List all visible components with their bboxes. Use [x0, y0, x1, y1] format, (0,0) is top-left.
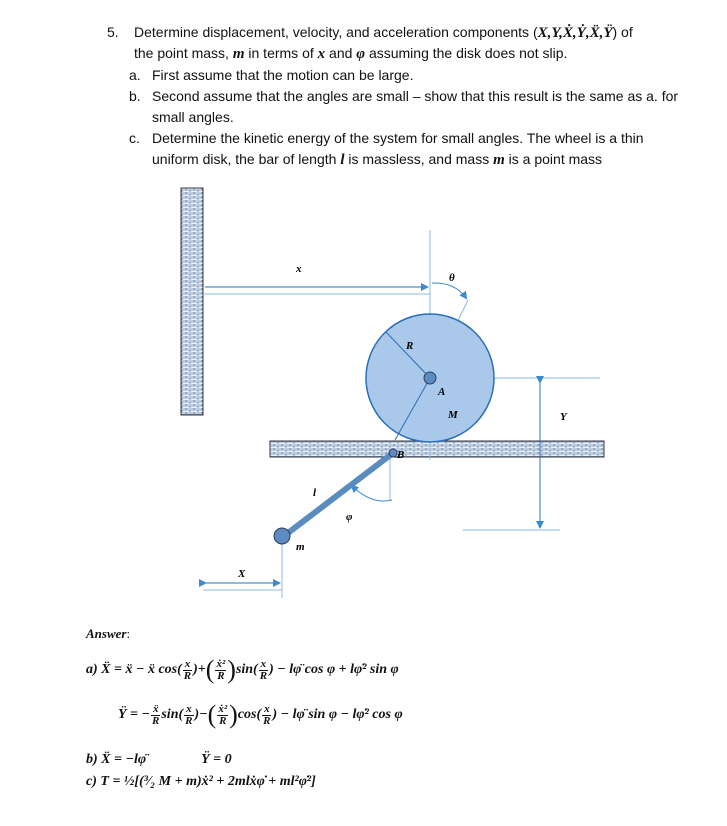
label-M: M	[448, 409, 458, 421]
label-l: l	[313, 487, 317, 499]
answer-a-eq2-tail: ) − lφ̈ sin φ − lφ̇² cos φ	[272, 707, 403, 723]
answer-b-x: Ẍ = −lφ̈	[101, 752, 147, 767]
point-mass-symbol: m	[493, 152, 505, 168]
answer-a-eq1-lhs: Ẍ = ẍ − ẍ cos(	[101, 662, 182, 678]
frac-den: R	[185, 714, 193, 727]
phi-arc	[352, 486, 392, 501]
point-mass	[274, 528, 290, 544]
answer-a-label: a)	[86, 662, 98, 678]
answer-b-label: b)	[86, 752, 98, 767]
item-a-text: First assume that the motion can be large.	[152, 67, 414, 83]
label-Y: Y	[560, 411, 567, 423]
label-theta: θ	[449, 272, 455, 284]
label-R: R	[406, 340, 414, 352]
answer-a-line-1: a) Ẍ = ẍ − ẍ cos( $\frac{x}{R}$ )+( $\frac{\text{ẋ²}}{R}$ )sin( $\frac{x}{R}$ ) − lφ̈ cos φ + lφ̇² sin φ	[86, 655, 399, 684]
item-b-text-2: small angles.	[152, 109, 234, 125]
answer-c-expr: T = ½[(³⁄₂ M + m)ẋ² + 2mlẋφ̇ + ml²φ̇²]	[100, 774, 316, 789]
item-a-letter: a.	[129, 67, 141, 83]
frac-den: R	[259, 669, 268, 682]
answer-heading	[86, 626, 130, 642]
disk-center-pin	[424, 372, 436, 384]
question-number: 5.	[107, 24, 119, 40]
frac-num: ẍ	[152, 702, 159, 715]
line2-text-d: assuming the disk does not slip.	[365, 45, 568, 61]
x-symbol: x	[317, 46, 326, 62]
phi-symbol: φ	[356, 46, 366, 62]
frac-num: x	[260, 657, 267, 670]
item-b-text: Second assume that the angles are small – show that this result is the same as a. for	[152, 88, 679, 104]
components-symbols: X,Y,Ẋ,Ẏ,Ẍ,Ÿ	[537, 25, 613, 41]
massless-bar	[284, 453, 393, 536]
frac-num: x	[186, 702, 192, 715]
label-x: x	[296, 263, 302, 275]
label-B: B	[397, 449, 405, 461]
item-c-letter: c.	[129, 130, 140, 146]
floor	[270, 441, 604, 457]
item-c-text-a: uniform disk, the bar of length	[152, 151, 341, 167]
frac-num: x	[264, 702, 270, 715]
item-c-text-c: is a point mass	[504, 151, 603, 167]
answer-a-eq1-sin: sin(	[235, 662, 258, 678]
label-m: m	[296, 541, 305, 553]
frac-den: R	[263, 714, 271, 727]
answer-heading-text: Answer	[86, 626, 127, 641]
label-X: X	[238, 568, 246, 580]
answer-a-eq2-cos: cos(	[237, 707, 262, 723]
frac-den: R	[183, 669, 192, 682]
answer-a-eq1-tail: ) − lφ̈ cos φ + lφ̇² sin φ	[269, 662, 399, 678]
frac-num: ẋ²	[216, 657, 226, 670]
item-c-text-b: is massless, and mass	[344, 151, 494, 167]
line2-text-b: in terms of	[244, 45, 318, 61]
answer-c-label: c)	[86, 774, 97, 789]
line2-text-c: and	[325, 45, 357, 61]
answer-a-eq2-lhs: Ÿ = −	[118, 707, 151, 723]
theta-arc	[432, 283, 466, 298]
frac-den: R	[219, 714, 227, 727]
label-A: A	[438, 386, 446, 398]
answer-b-line	[86, 752, 232, 768]
length-symbol: l	[340, 152, 345, 168]
item-c-text: Determine the kinetic energy of the system for small angles. The wheel is a thin	[152, 130, 644, 146]
frac-num: x	[184, 657, 191, 670]
wall	[181, 188, 203, 415]
answer-a-eq2-sin: sin(	[161, 707, 184, 723]
answer-c-line	[86, 774, 316, 790]
item-b-letter: b.	[129, 88, 141, 104]
question-intro-end: ) of	[612, 24, 633, 40]
line2-text-a: the point mass,	[134, 45, 233, 61]
frac-den: R	[217, 669, 225, 682]
question-intro: Determine displacement, velocity, and acceleration components (	[134, 24, 538, 40]
frac-den: R	[152, 714, 160, 727]
answer-b-y: Ÿ = 0	[201, 752, 232, 767]
frac-num: ẋ²	[218, 702, 228, 715]
answer-colon: :	[126, 626, 131, 641]
bar-pin	[389, 449, 397, 457]
label-phi: φ	[346, 511, 353, 523]
answer-a-line-2: Ÿ = − $\frac{\text{ẍ}}{R}$ sin( $\frac{x}{R}$ )−( $\frac{\text{ẋ²}}{R}$ )cos( $\frac{x}{R}$ ) − lφ̈ sin φ − lφ̇² cos φ	[118, 700, 403, 729]
mass-symbol: m	[232, 46, 245, 62]
